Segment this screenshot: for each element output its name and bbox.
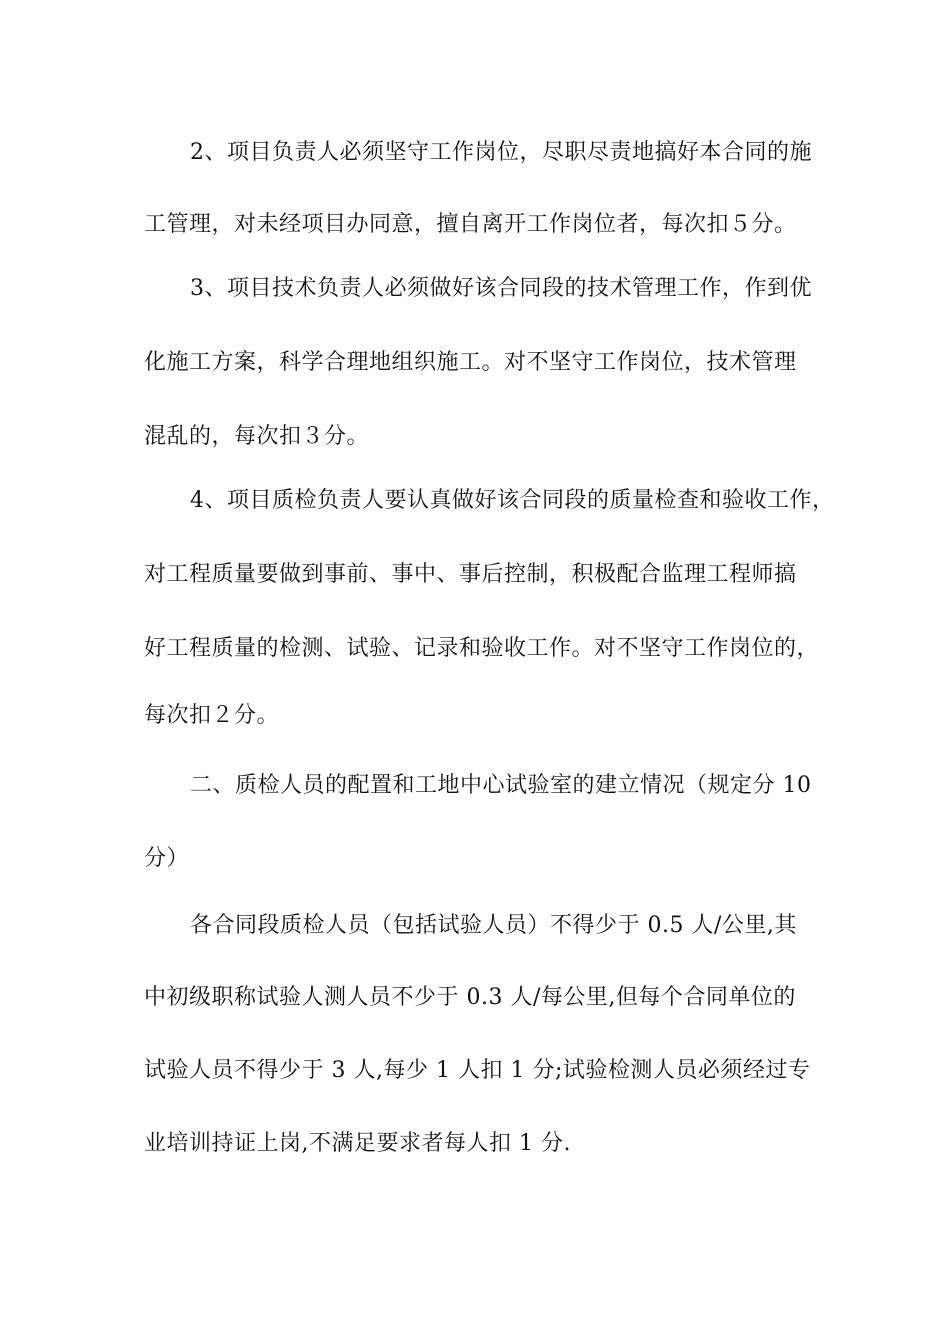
text-line-content: 中初级职称试验人测人员不少于 0.3 人/每公里,但每个合同单位的: [144, 985, 796, 1010]
text-line-content: 好工程质量的检测、试验、记录和验收工作。对不坚守工作岗位的，: [144, 636, 820, 661]
text-line: [0, 481, 950, 521]
text-line-content: 2、项目负责人必须坚守工作岗位，尽职尽责地搞好本合同的施: [190, 140, 812, 165]
text-line: [0, 133, 950, 173]
text-line-content: 试验人员不得少于 3 人,每少 1 人扣 1 分;试验检测人员必须经过专: [144, 1058, 811, 1083]
text-line-content: 4、项目质检负责人要认真做好该合同段的质量检查和验收工作，: [190, 488, 835, 513]
text-line: [0, 978, 950, 1018]
text-line: [0, 766, 950, 806]
text-line: [0, 629, 950, 669]
text-line: [0, 555, 950, 595]
text-line: [0, 839, 950, 879]
text-line-content: 化施工方案，科学合理地组织施工。对不坚守工作岗位，技术管理: [144, 350, 797, 375]
text-line: [0, 269, 950, 309]
text-line-content: 分）: [144, 846, 190, 871]
text-line-content: 业培训持证上岗,不满足要求者每人扣 1 分.: [144, 1131, 571, 1156]
text-line: [0, 696, 950, 736]
text-line: [0, 906, 950, 946]
text-line-content: 对工程质量要做到事前、事中、事后控制，积极配合监理工程师搞: [144, 562, 797, 587]
text-line-content: 二、质检人员的配置和工地中心试验室的建立情况（规定分 10: [190, 773, 812, 798]
text-line-content: 3、项目技术负责人必须做好该合同段的技术管理工作，作到优: [190, 276, 812, 301]
text-line-content: 混乱的，每次扣３分。: [144, 424, 370, 449]
text-line-content: 工管理，对未经项目办同意，擅自离开工作岗位者，每次扣５分。: [144, 212, 797, 237]
text-line: [0, 1051, 950, 1091]
text-line: [0, 1124, 950, 1164]
text-line: [0, 343, 950, 383]
text-line-content: 各合同段质检人员（包括试验人员）不得少于 0.5 人/公里,其: [190, 913, 797, 938]
text-line: [0, 417, 950, 457]
text-line: [0, 205, 950, 245]
text-line-content: 每次扣２分。: [144, 703, 280, 728]
